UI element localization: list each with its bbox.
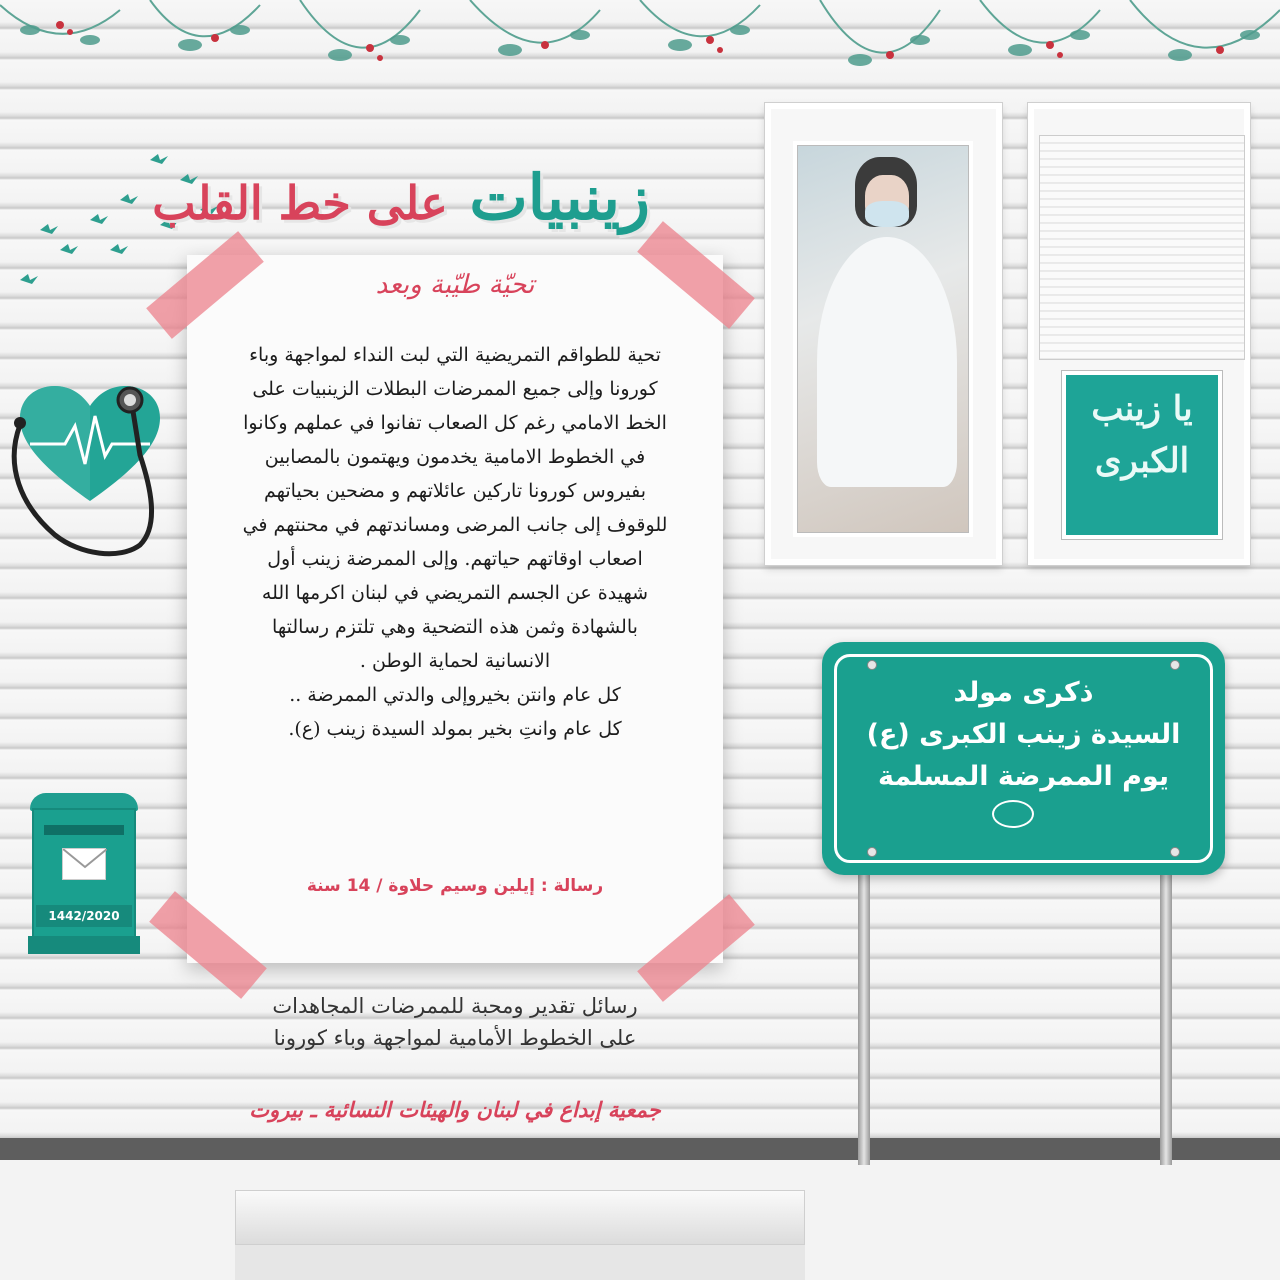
letter-line: كورونا وإلى جميع الممرضات البطلات الزينبيات على <box>252 378 658 400</box>
letter-line: للوقوف إلى جانب المرضى ومساندتهم في محنتهم في <box>242 514 668 536</box>
sign-line: يوم الممرضة المسلمة <box>878 761 1169 792</box>
sign-bolt <box>867 847 877 857</box>
letter-line: كل عام وانتِ بخير بمولد السيدة زينب (ع). <box>288 718 622 740</box>
calligraphy-panel <box>1062 371 1222 539</box>
letter-signature: رسالة : إيلين وسيم حلاوة / 14 سنة <box>306 876 604 896</box>
nurse-photo <box>793 141 973 537</box>
page-title <box>152 148 650 248</box>
curb <box>0 1138 1280 1160</box>
sign-post-right <box>1160 860 1172 1165</box>
mailbox-label: 1442/2020 <box>36 905 132 927</box>
title-main: زينبيات <box>469 161 650 234</box>
road-sign <box>822 642 1225 875</box>
letter-line: بالشهادة وثمن هذه التضحية وهي تلتزم رسالتها <box>272 616 638 638</box>
window-calligraphy <box>1028 103 1250 565</box>
association-name: جمعية إبداع في لبنان والهيئات النسائية ـ بيروت <box>249 1098 661 1122</box>
bench-front <box>235 1245 805 1280</box>
window-nurse <box>765 103 1002 565</box>
bench-top <box>235 1190 805 1245</box>
letter-body <box>205 338 705 746</box>
mailbox-base <box>28 936 140 954</box>
sign-post-left <box>858 860 870 1165</box>
calligraphy-line: يا زينب <box>1091 389 1193 429</box>
subtitle <box>185 990 725 1054</box>
letter-line: كل عام وانتن بخيروإلى والدتي الممرضة .. <box>289 684 621 706</box>
letter-line: بفيروس كورونا تاركين عائلاتهم و مضحين بحياتهم <box>263 480 646 502</box>
mail-slot <box>44 825 124 835</box>
floral-garland-decoration <box>0 0 1280 110</box>
sign-line: السيدة زينب الكبرى (ع) <box>866 719 1181 750</box>
calligraphy-line: الكبرى <box>1094 441 1190 481</box>
subtitle-line: على الخطوط الأمامية لمواجهة وباء كورونا <box>273 1026 637 1050</box>
sign-bolt <box>1170 660 1180 670</box>
sign-bolt <box>1170 847 1180 857</box>
sign-line: ذكرى مولد <box>953 677 1094 708</box>
letter-line: في الخطوط الامامية يخدمون ويهتمون بالمصابين <box>264 446 646 468</box>
letter-line: تحية للطواقم التمريضية التي لبت النداء لمواجهة وباء <box>249 344 661 366</box>
letter-line: الانسانية لحماية الوطن . <box>359 650 551 672</box>
letter-line: الخط الامامي رغم كل الصعاب تفانوا في عملهم وكانوا <box>243 412 667 434</box>
envelope-icon <box>62 848 106 880</box>
letter-greeting: تحيّة طيّبة وبعد <box>375 270 535 300</box>
subtitle-line: رسائل تقدير ومحبة للممرضات المجاهدات <box>272 994 638 1018</box>
title-accent: على خط القلب <box>152 176 448 230</box>
nurse-mask <box>865 201 909 227</box>
nurse-body <box>817 237 957 487</box>
sign-text <box>842 672 1205 798</box>
letter-line: شهيدة عن الجسم التمريضي في لبنان اكرمها الله <box>261 582 649 604</box>
letter-line: اصعاب اوقاتهم حياتهم. وإلى الممرضة زينب أول <box>267 548 643 570</box>
sign-bolt <box>867 660 877 670</box>
seal-logo <box>992 800 1034 828</box>
window-shutter <box>1039 135 1245 360</box>
stethoscope-icon <box>0 385 190 575</box>
